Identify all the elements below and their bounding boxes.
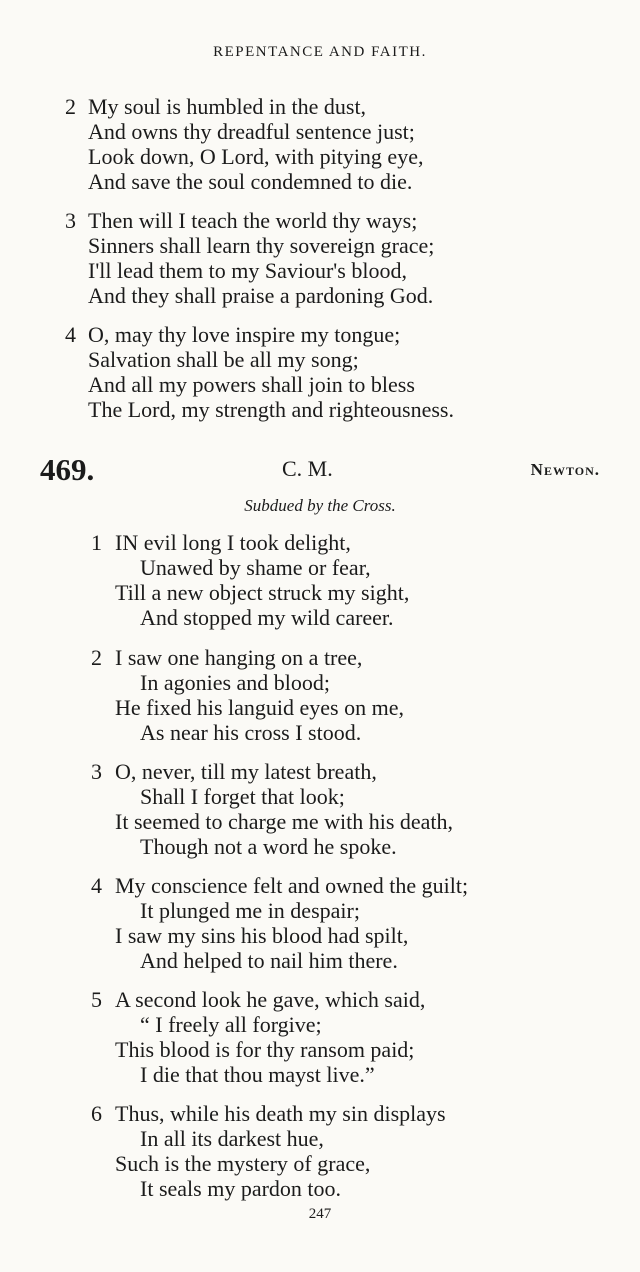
- verse-line: And save the soul condemned to die.: [88, 169, 413, 194]
- verse-line: And all my powers shall join to bless: [88, 372, 415, 397]
- verse-line: And stopped my wild career.: [140, 605, 394, 630]
- verse-line: It plunged me in despair;: [140, 898, 360, 923]
- hymn-number: 469.: [40, 452, 95, 487]
- hymn-composer: Newton.: [530, 460, 600, 479]
- verse-line: 4 O, may thy love inspire my tongue;: [0, 322, 640, 347]
- verse-line: 5 A second look he gave, which said,: [0, 987, 640, 1012]
- stanza-prev-3: [0, 208, 640, 308]
- stanza-number: 4: [65, 322, 76, 347]
- verse-line: 3 Then will I teach the world thy ways;: [0, 208, 640, 233]
- verse-line: Unawed by shame or fear,: [140, 555, 371, 580]
- verse-line: It seals my pardon too.: [140, 1176, 342, 1201]
- verse-line: It seemed to charge me with his death,: [115, 809, 454, 834]
- stanza-number: 5: [91, 987, 102, 1012]
- hymn-header: [0, 452, 640, 486]
- stanza-prev-4: [0, 322, 640, 422]
- verse-line: “ I freely all forgive;: [140, 1012, 322, 1037]
- stanza-2: [0, 645, 640, 745]
- verse-line: And owns thy dreadful sentence just;: [88, 119, 415, 144]
- verse-line: Sinners shall learn thy sovereign grace;: [88, 233, 435, 258]
- verse-line: Till a new object struck my sight,: [115, 580, 410, 605]
- verse-line: 3 O, never, till my latest breath,: [0, 759, 640, 784]
- verse-line: 1 IN evil long I took delight,: [0, 530, 640, 555]
- stanza-4: [0, 873, 640, 973]
- verse-line: I saw my sins his blood had spilt,: [115, 923, 409, 948]
- running-head: REPENTANCE AND FAITH.: [213, 44, 427, 60]
- verse-line: 2 I saw one hanging on a tree,: [0, 645, 640, 670]
- verse-line: As near his cross I stood.: [140, 720, 362, 745]
- stanza-number: 6: [91, 1101, 102, 1126]
- page-number: 247: [308, 1206, 332, 1222]
- stanza-1: [0, 530, 640, 630]
- verse-line: The Lord, my strength and righteousness.: [88, 397, 454, 422]
- hymn-meter: C. M.: [282, 456, 333, 481]
- verse-line: And helped to nail him there.: [140, 948, 398, 973]
- stanza-number: 2: [65, 94, 76, 119]
- verse-line: He fixed his languid eyes on me,: [115, 695, 404, 720]
- stanza-3: [0, 759, 640, 859]
- verse-line: Such is the mystery of grace,: [115, 1151, 371, 1176]
- stanza-number: 3: [91, 759, 102, 784]
- verse-line: 6 Thus, while his death my sin displays: [0, 1101, 640, 1126]
- verse-line: 2 My soul is humbled in the dust,: [0, 94, 640, 119]
- verse-line: In agonies and blood;: [140, 670, 331, 695]
- verse-line: Though not a word he spoke.: [140, 834, 397, 859]
- verse-line: I die that thou mayst live.”: [140, 1062, 375, 1087]
- stanza-6: [0, 1101, 640, 1201]
- stanza-prev-2: [0, 94, 640, 194]
- verse-line: This blood is for thy ransom paid;: [115, 1037, 415, 1062]
- verse-line: I'll lead them to my Saviour's blood,: [88, 258, 407, 283]
- stanza-number: 1: [91, 530, 102, 555]
- verse-line: And they shall praise a pardoning God.: [88, 283, 434, 308]
- stanza-number: 3: [65, 208, 76, 233]
- verse-line: 4 My conscience felt and owned the guilt;: [0, 873, 640, 898]
- stanza-number: 2: [91, 645, 102, 670]
- stanza-number: 4: [91, 873, 102, 898]
- verse-line: Salvation shall be all my song;: [88, 347, 359, 372]
- hymn-subtitle: Subdued by the Cross.: [244, 496, 396, 515]
- verse-line: In all its darkest hue,: [140, 1126, 324, 1151]
- stanza-5: [0, 987, 640, 1087]
- verse-line: Look down, O Lord, with pitying eye,: [88, 144, 424, 169]
- verse-line: Shall I forget that look;: [140, 784, 345, 809]
